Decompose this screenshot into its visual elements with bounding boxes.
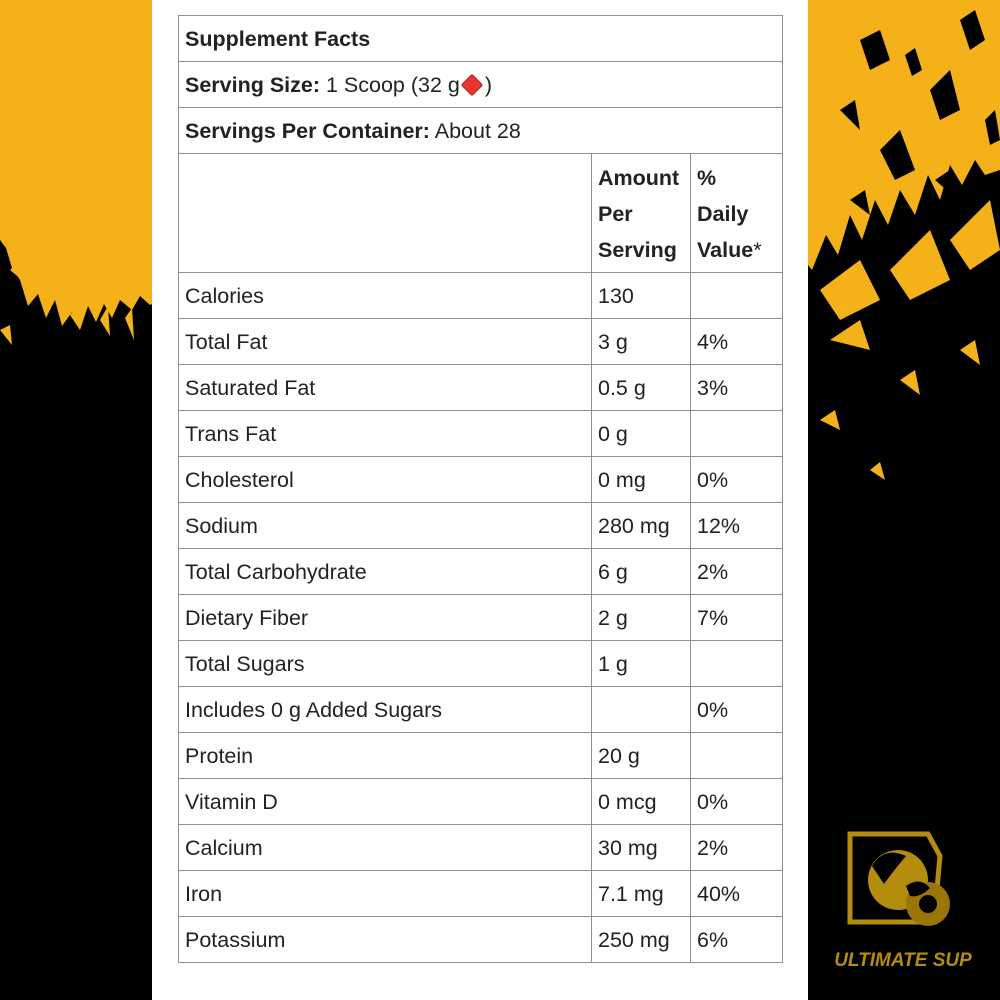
dv-header-line3: Value (697, 238, 754, 262)
title-row (179, 16, 783, 62)
table-row (179, 733, 783, 779)
nutrient-name: Includes 0 g Added Sugars (179, 687, 592, 733)
table-row (179, 319, 783, 365)
servings-per-container (179, 108, 783, 154)
serving-size-close: ) (484, 72, 493, 97)
nutrient-name: Vitamin D (179, 779, 592, 825)
nutrient-amount: 20 g (592, 733, 691, 779)
header-empty-cell (179, 154, 592, 273)
nutrient-daily-value: 40% (691, 871, 783, 917)
nutrient-amount: 1 g (592, 641, 691, 687)
nutrient-daily-value: 0% (691, 687, 783, 733)
table-row (179, 457, 783, 503)
serving-size-label: Serving Size: (185, 72, 321, 97)
header-amount (592, 154, 691, 273)
dv-header-line1: % (697, 166, 717, 190)
table-row (179, 641, 783, 687)
header-daily-value (691, 154, 783, 273)
dv-header-text (697, 160, 776, 268)
nutrient-daily-value: 2% (691, 549, 783, 595)
diamond-icon (461, 73, 484, 96)
nutrient-name: Saturated Fat (179, 365, 592, 411)
nutrient-name: Calories (179, 273, 592, 319)
table-row (179, 595, 783, 641)
nutrient-name: Protein (179, 733, 592, 779)
servings-row (179, 108, 783, 154)
nutrient-amount: 0.5 g (592, 365, 691, 411)
nutrient-amount: 130 (592, 273, 691, 319)
table-title: Supplement Facts (179, 16, 783, 62)
nutrient-amount (592, 687, 691, 733)
left-paint-splash (0, 0, 160, 330)
ultimate-sup-logo (828, 826, 978, 976)
supplement-facts-table (178, 15, 783, 963)
nutrient-daily-value (691, 733, 783, 779)
nutrient-name: Total Sugars (179, 641, 592, 687)
nutrient-amount: 7.1 mg (592, 871, 691, 917)
nutrient-daily-value: 0% (691, 779, 783, 825)
servings-value: About 28 (434, 118, 521, 143)
serving-size-row (179, 62, 783, 108)
table-row (179, 365, 783, 411)
muscle-bomb-icon (850, 834, 950, 926)
table-row (179, 503, 783, 549)
serving-size (179, 62, 783, 108)
servings-label: Servings Per Container: (185, 118, 430, 143)
nutrient-daily-value: 0% (691, 457, 783, 503)
nutrient-daily-value: 4% (691, 319, 783, 365)
nutrient-name: Sodium (179, 503, 592, 549)
nutrient-daily-value: 2% (691, 825, 783, 871)
dv-header-asterisk: * (753, 238, 762, 262)
nutrient-daily-value: 6% (691, 917, 783, 963)
nutrient-name: Calcium (179, 825, 592, 871)
nutrient-name: Potassium (179, 917, 592, 963)
table-row (179, 411, 783, 457)
nutrient-daily-value: 12% (691, 503, 783, 549)
nutrient-name: Cholesterol (179, 457, 592, 503)
table-row (179, 871, 783, 917)
nutrient-amount: 0 mcg (592, 779, 691, 825)
nutrient-daily-value (691, 641, 783, 687)
logo-text: ULTIMATE SUP (834, 950, 972, 971)
table-row (179, 779, 783, 825)
table-row (179, 549, 783, 595)
nutrient-daily-value (691, 273, 783, 319)
table-row (179, 273, 783, 319)
nutrient-daily-value (691, 411, 783, 457)
nutrient-amount: 0 mg (592, 457, 691, 503)
nutrient-name: Total Carbohydrate (179, 549, 592, 595)
nutrient-amount: 250 mg (592, 917, 691, 963)
nutrient-amount: 6 g (592, 549, 691, 595)
nutrient-amount: 0 g (592, 411, 691, 457)
nutrient-amount: 280 mg (592, 503, 691, 549)
nutrient-amount: 30 mg (592, 825, 691, 871)
amount-header-text: Amount Per Serving (598, 166, 680, 262)
nutrient-amount: 3 g (592, 319, 691, 365)
serving-size-value: 1 Scoop (32 g (326, 72, 460, 97)
nutrient-name: Dietary Fiber (179, 595, 592, 641)
nutrient-name: Total Fat (179, 319, 592, 365)
dv-header-line2: Daily (697, 202, 749, 226)
nutrient-amount: 2 g (592, 595, 691, 641)
column-header-row (179, 154, 783, 273)
nutrient-name: Iron (179, 871, 592, 917)
table-row (179, 917, 783, 963)
table-row (179, 825, 783, 871)
nutrient-daily-value: 7% (691, 595, 783, 641)
nutrient-name: Trans Fat (179, 411, 592, 457)
table-row (179, 687, 783, 733)
nutrient-daily-value: 3% (691, 365, 783, 411)
